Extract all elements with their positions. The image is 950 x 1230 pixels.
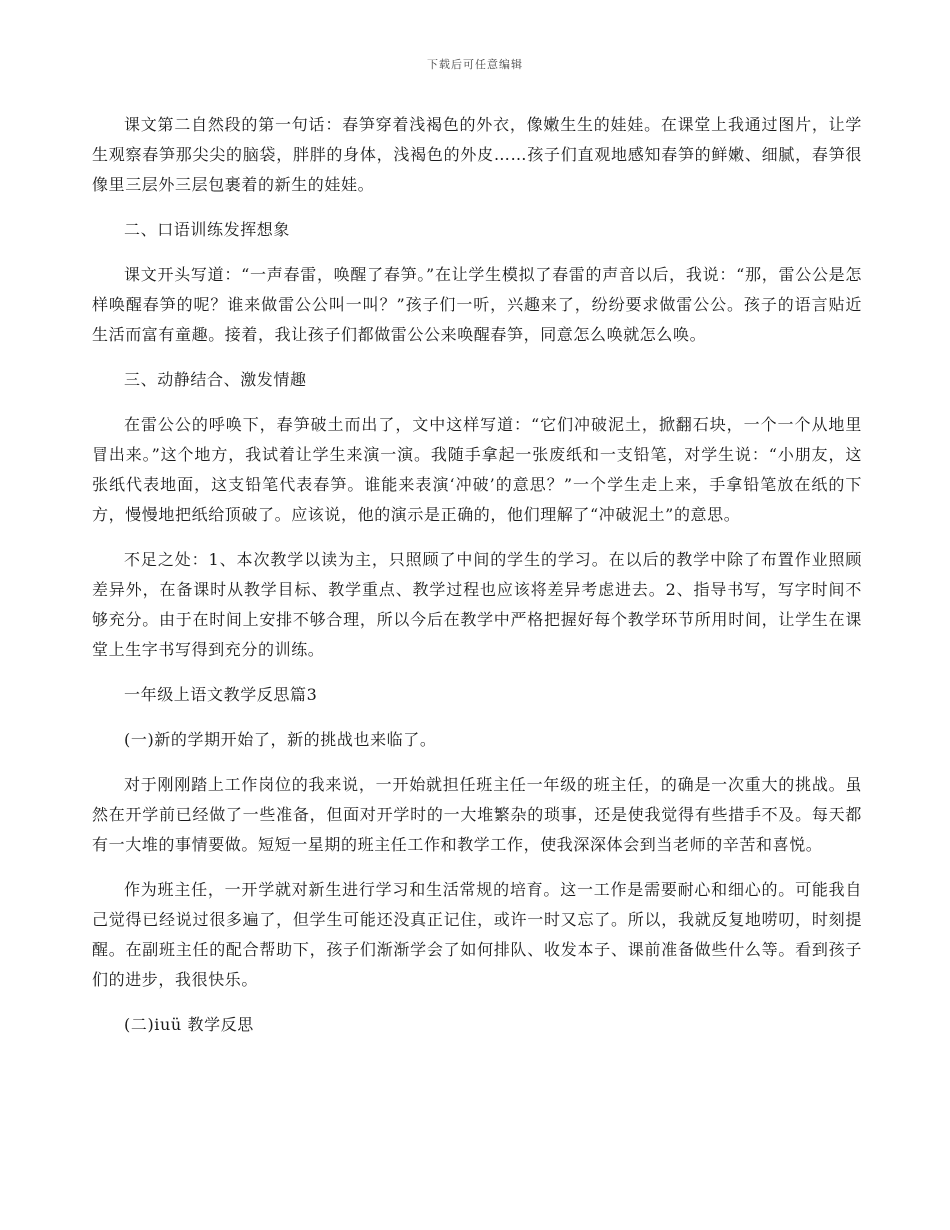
section-heading: 二、口语训练发挥想象 (124, 220, 291, 239)
document-body (92, 110, 862, 1055)
section-heading: (二)iuü 教学反思 (124, 1015, 254, 1034)
paragraph: 不足之处：1、本次教学以读为主，只照顾了中间的学生的学习。在以后的教学中除了布置作业照顾差异外，在备课时从教学目标、教学重点、教学过程也应该将差异考虑进去。2、指导书写，写字时间不够充分。由于在时间上安排不够合理，所以今后在教学中严格把握好每个教学环节所用时间，让学生在课堂上生字书写得到充分的训练。 (92, 550, 862, 659)
page-header: 下载后可任意编辑 (427, 58, 523, 71)
section-heading: 一年级上语文教学反思篇3 (124, 685, 318, 704)
paragraph: 对于刚刚踏上工作岗位的我来说，一开始就担任班主任一年级的班主任，的确是一次重大的挑战。虽然在开学前已经做了一些准备，但面对开学时的一大堆繁杂的琐事，还是使我觉得有些措手不及。每天都有一大堆的事情要做。短短一星期的班主任工作和教学工作，使我深深体会到当老师的辛苦和喜悦。 (92, 775, 862, 854)
section-heading: 三、动静结合、激发情趣 (124, 370, 307, 389)
section-heading: (一)新的学期开始了，新的挑战也来临了。 (124, 730, 437, 749)
paragraph: 作为班主任，一开学就对新生进行学习和生活常规的培育。这一工作是需要耐心和细心的。可能我自己觉得已经说过很多遍了，但学生可能还没真正记住，或许一时又忘了。所以，我就反复地唠叨，时刻提醒。在副班主任的配合帮助下，孩子们渐渐学会了如何排队、收发本子、课前准备做些什么等。看到孩子们的进步，我很快乐。 (92, 880, 862, 989)
paragraph: 在雷公公的呼唤下，春笋破土而出了，文中这样写道：“它们冲破泥土，掀翻石块，一个一个从地里冒出来。”这个地方，我试着让学生来演一演。我随手拿起一张废纸和一支铅笔，对学生说：“小朋友，这张纸代表地面，这支铅笔代表春笋。谁能来表演‘冲破’的意思？”一个学生走上来，手拿铅笔放在纸的下方，慢慢地把纸给顶破了。应该说，他的演示是正确的，他们理解了“冲破泥土”的意思。 (92, 415, 862, 524)
paragraph: 课文开头写道：“一声春雷，唤醒了春笋。”在让学生模拟了春雷的声音以后，我说：“那，雷公公是怎样唤醒春笋的呢？谁来做雷公公叫一叫？”孩子们一听，兴趣来了，纷纷要求做雷公公。孩子的语言贴近生活而富有童趣。接着，我让孩子们都做雷公公来唤醒春笋，同意怎么唤就怎么唤。 (92, 265, 862, 344)
paragraph: 课文第二自然段的第一句话：春笋穿着浅褐色的外衣，像嫩生生的娃娃。在课堂上我通过图片，让学生观察春笋那尖尖的脑袋，胖胖的身体，浅褐色的外皮……孩子们直观地感知春笋的鲜嫩、细腻，春笋很像里三层外三层包裹着的新生的娃娃。 (92, 115, 862, 194)
